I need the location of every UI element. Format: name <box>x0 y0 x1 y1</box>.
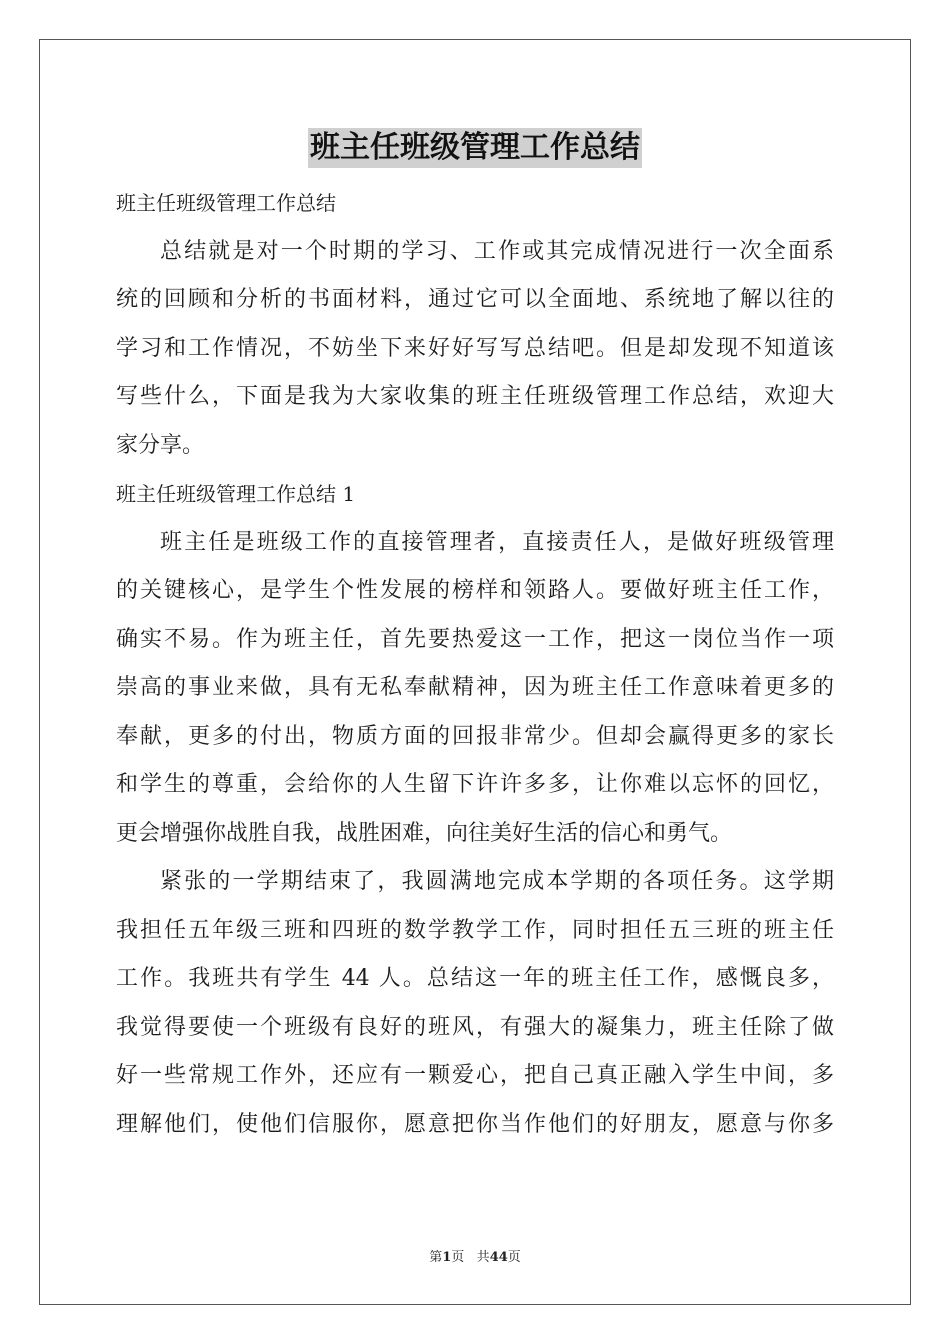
paragraph-line: 我觉得要使一个班级有良好的班风，有强大的凝集力，班主任除了做 <box>116 1014 834 1040</box>
footer-page-number: 1 <box>442 1250 452 1265</box>
paragraph-line: 统的回顾和分析的书面材料，通过它可以全面地、系统地了解以往的 <box>116 287 834 312</box>
paragraph-line: 家分享。 <box>116 432 205 458</box>
footer-total-pages: 44 <box>489 1250 508 1265</box>
paragraph-line: 紧张的一学期结束了，我圆满地完成本学期的各项任务。这学期 <box>160 869 834 894</box>
paragraph-line: 好一些常规工作外，还应有一颗爱心，把自己真正融入学生中间，多 <box>116 1063 834 1088</box>
footer-total-suffix: 页 <box>507 1250 521 1265</box>
paragraph-line: 我担任五年级三班和四班的数学教学工作，同时担任五三班的班主任 <box>116 917 834 943</box>
paragraph-line: 的关键核心，是学生个性发展的榜样和领路人。要做好班主任工作， <box>116 578 834 603</box>
document-body <box>116 179 834 1149</box>
paragraph-line: 崇高的事业来做，具有无私奉献精神，因为班主任工作意味着更多的 <box>116 675 834 700</box>
paragraph-line: 和学生的尊重，会给你的人生留下许许多多，让你难以忘怀的回忆， <box>116 772 834 797</box>
section-heading: 班主任班级管理工作总结 <box>116 191 336 215</box>
paragraph-line: 写些什么，下面是我为大家收集的班主任班级管理工作总结，欢迎大 <box>116 384 834 409</box>
page-footer <box>0 1246 950 1265</box>
document-title: 班主任班级管理工作总结 <box>308 128 642 168</box>
paragraph-line: 班主任是班级工作的直接管理者，直接责任人，是做好班级管理 <box>160 529 834 555</box>
footer-page-suffix: 页 <box>451 1250 465 1265</box>
section-heading: 班主任班级管理工作总结 1 <box>116 482 356 506</box>
paragraph-line: 理解他们，使他们信服你，愿意把你当作他们的好朋友，愿意与你多 <box>116 1111 834 1137</box>
paragraph-line: 确实不易。作为班主任，首先要热爱这一工作，把这一岗位当作一项 <box>116 626 834 652</box>
paragraph-line: 工作。我班共有学生 44 人。总结这一年的班主任工作，感慨良多， <box>116 966 834 991</box>
footer-total-prefix: 共 <box>476 1250 490 1265</box>
paragraph-line: 奉献，更多的付出，物质方面的回报非常少。但却会赢得更多的家长 <box>116 723 834 749</box>
paragraph-line: 总结就是对一个时期的学习、工作或其完成情况进行一次全面系 <box>160 238 834 264</box>
paragraph-line: 学习和工作情况，不妨坐下来好好写写总结吧。但是却发现不知道该 <box>116 335 834 361</box>
footer-page-prefix: 第 <box>429 1250 443 1265</box>
title-container <box>0 128 950 168</box>
paragraph-line: 更会增强你战胜自我，战胜困难，向往美好生活的信心和勇气。 <box>116 820 733 846</box>
